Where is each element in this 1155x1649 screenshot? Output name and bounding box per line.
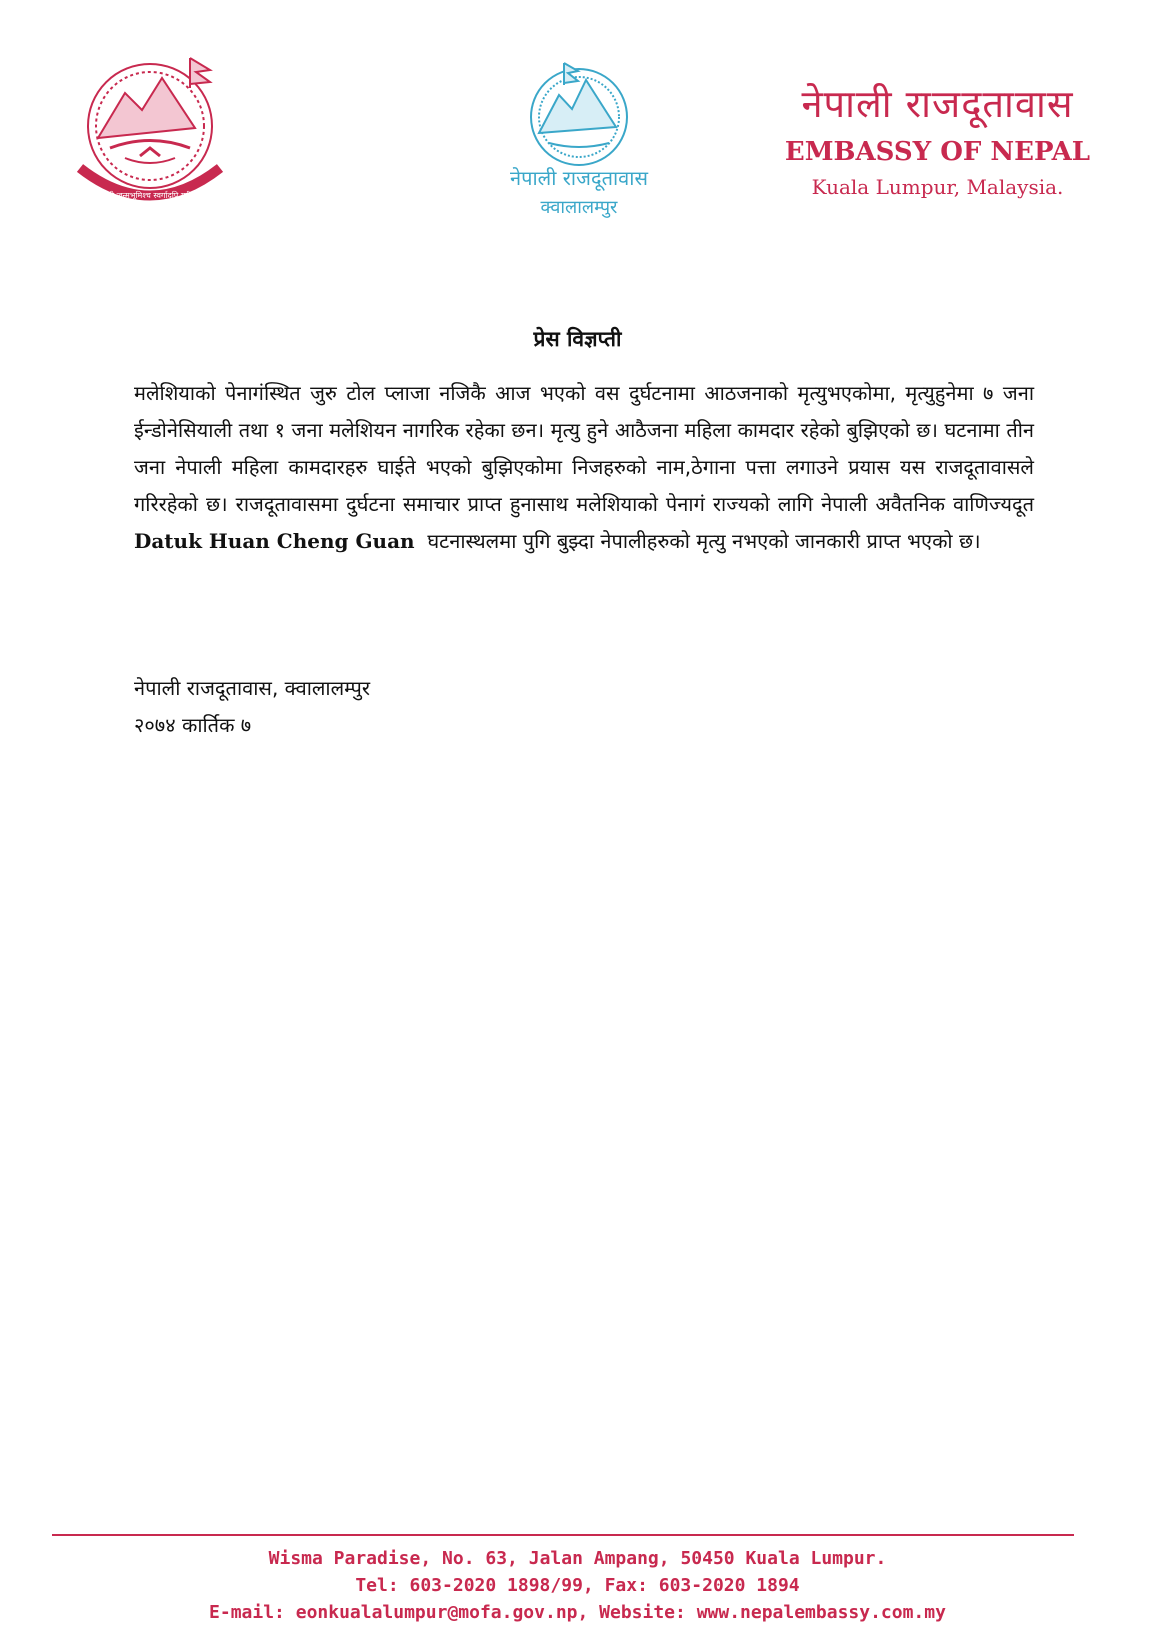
embassy-name-english: EMBASSY OF NEPAL: [784, 137, 1091, 167]
footer-divider: [52, 1534, 1074, 1536]
coat-of-arms-icon: [70, 48, 230, 208]
footer-address: Wisma Paradise, No. 63, Jalan Ampang, 50450 Kuala Lumpur.: [268, 1548, 887, 1569]
footer-contact: E-mail: eonkualalumpur@mofa.gov.np, Website: www.nepalembassy.com.my: [209, 1602, 946, 1623]
embassy-name-nepali: नेपाली राजदूतावास: [801, 82, 1074, 126]
seal-text-top: नेपाली राजदूतावास: [510, 166, 648, 190]
consul-name: Datuk Huan Cheng Guan: [134, 529, 415, 553]
embassy-location: Kuala Lumpur, Malaysia.: [811, 175, 1064, 199]
footer-phone: Tel: 603-2020 1898/99, Fax: 603-2020 1894: [355, 1575, 800, 1596]
letterhead: [770, 80, 1105, 200]
body-text-part1: मलेशियाको पेनागंस्थित जुरु टोल प्लाजा नजिकै आज भएको वस दुर्घटनामा आठजनाको मृत्युभएकोमा, मृत्युहुनेमा ७ जना ईन्डोनेसियाली तथा १ जना मलेशियन नागरिक रहेका छन। मृत्यु हुने आठैजना महिला कामदार रहेको बुझिएको छ। घटनामा तीन जना नेपाली महिला कामदारहरु घाईते भएको बुझिएकोमा निजहरुको नाम,ठेगाना पत्ता लगाउने प्रयास यस राजदूतावासले गरिरहेको छ। राजदूतावासमा दुर्घटना समाचार प्राप्त हुनासाथ मलेशियाको पेनागं राज्यको लागि नेपाली अवैतनिक वाणिज्यदूत: [134, 381, 1034, 516]
signoff: [134, 670, 370, 744]
document-title: प्रेस विज्ञप्ती: [533, 327, 622, 351]
press-release-body: [134, 375, 1034, 560]
seal-text-bottom: क्वालालम्पुर: [540, 197, 618, 218]
emblem-motto: जननी जन्मभूमिश्च स्वर्गादपि गरीयसी: [97, 191, 203, 200]
body-text-part2: घटनास्थलमा पुगि बुझ्दा नेपालीहरुको मृत्यु नभएको जानकारी प्राप्त भएको छ।: [427, 529, 981, 553]
signoff-date: २०७४ कार्तिक ७: [134, 713, 252, 737]
signoff-issuer: नेपाली राजदूतावास, क्वालालम्पुर: [134, 676, 371, 700]
embassy-seal-icon: [494, 55, 664, 225]
footer: [0, 1545, 1155, 1626]
